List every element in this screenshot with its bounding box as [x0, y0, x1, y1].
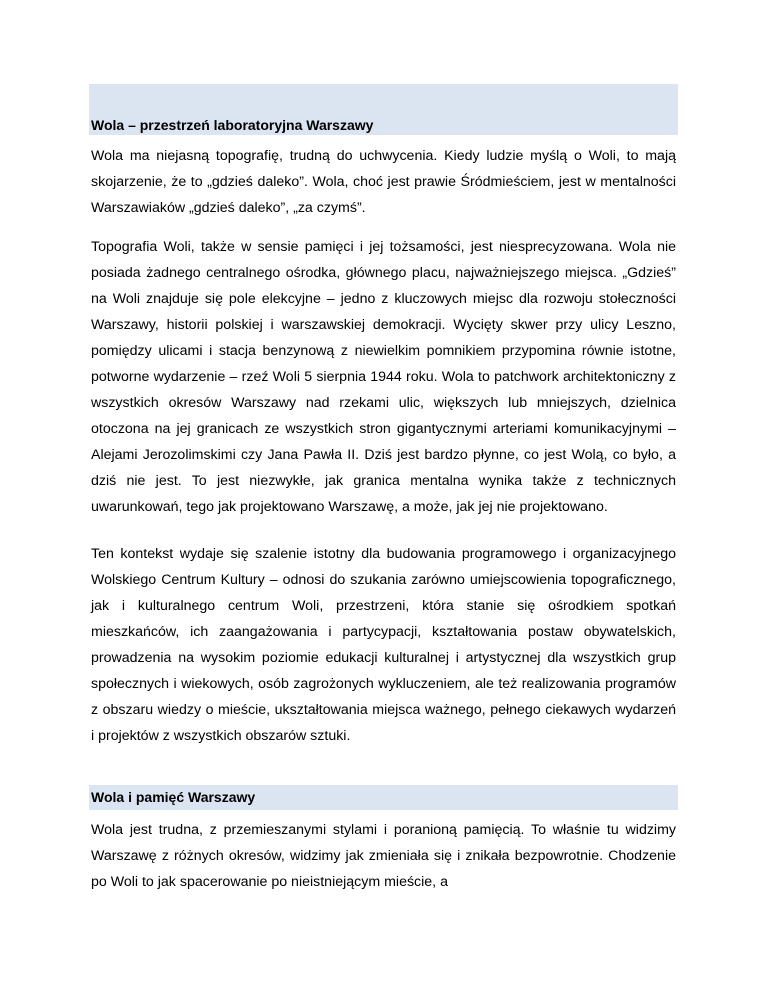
- section-heading-wola-pamiec: Wola i pamięć Warszawy: [89, 785, 678, 810]
- paragraph-topografia-intro: Wola ma niejasną topografię, trudną do uchwycenia. Kiedy ludzie myślą o Woli, to mają skojarzenie, że to „gdzieś daleko”. Wola, choć jest prawie Śródmieściem, jest w mentalności Warszawiaków „gdzieś daleko”, „za czymś”.: [91, 148, 676, 216]
- paragraph-kontekst-wck: Ten kontekst wydaje się szalenie istotny dla budowania programowego i organizacyjnego Wolskiego Centrum Kultury – odnosi do szukania zarówno umiejscowienia topograficznego, jak i kulturalnego centrum Woli, przestrzeni, która stanie się ośrodkiem spotkań mieszkańców, ich zaangażowania i partycypacji, kształtowania postaw obywatelskich, prowadzenia na wysokim poziomie edukacji kulturalnej i artystycznej dla wszystkich grup społecznych i wiekowych, osób zagrożonych wykluczeniem, ale też realizowania programów z obszaru wiedzy o mieście, ukształtowania miejsca ważnego, pełnego ciekawych wydarzeń i projektów z wszystkich obszarów sztuki.: [91, 546, 676, 744]
- paragraph-topografia-pamieci: Topografia Woli, także w sensie pamięci i jej tożsamości, jest niesprecyzowana. Wola nie posiada żadnego centralnego ośrodka, głównego placu, najważniejszego miejsca. „Gdzieś” na Woli znajduje się pole elekcyjne – jedno z kluczowych miejsc dla rozwoju stołeczności Warszawy, historii polskiej i warszawskiej demokracji. Wycięty skwer przy ulicy Leszno, pomiędzy ulicami i stacja benzynową z niewielkim pomnikiem przypomina równie istotne, potworne wydarzenie – rzeź Woli 5 sierpnia 1944 roku. Wola to patchwork architektoniczny z wszystkich okresów Warszawy nad rzekami ulic, większych lub mniejszych, dzielnica otoczona na jej granicach ze wszystkich stron gigantycznymi arteriami komunikacyjnymi – Alejami Jerozolimskimi czy Jana Pawła II. Dziś jest bardzo płynne, co jest Wolą, co było, a dziś nie jest. To jest niezwykłe, jak granica mentalna wynika także z technicznych uwarunkowań, tego jak projektowano Warszawę, a może, jak jej nie projektowano.: [91, 239, 676, 515]
- section-heading-wola-przestrzen: Wola – przestrzeń laboratoryjna Warszawy: [89, 84, 678, 135]
- paragraph-wola-trudna: Wola jest trudna, z przemieszanymi stylami i poranioną pamięcią. To właśnie tu widzimy Warszawę z różnych okresów, widzimy jak zmieniała się i znikała bezpowrotnie. Chodzenie po Woli to jak spacerowanie po nieistniejącym mieście, a: [91, 822, 676, 890]
